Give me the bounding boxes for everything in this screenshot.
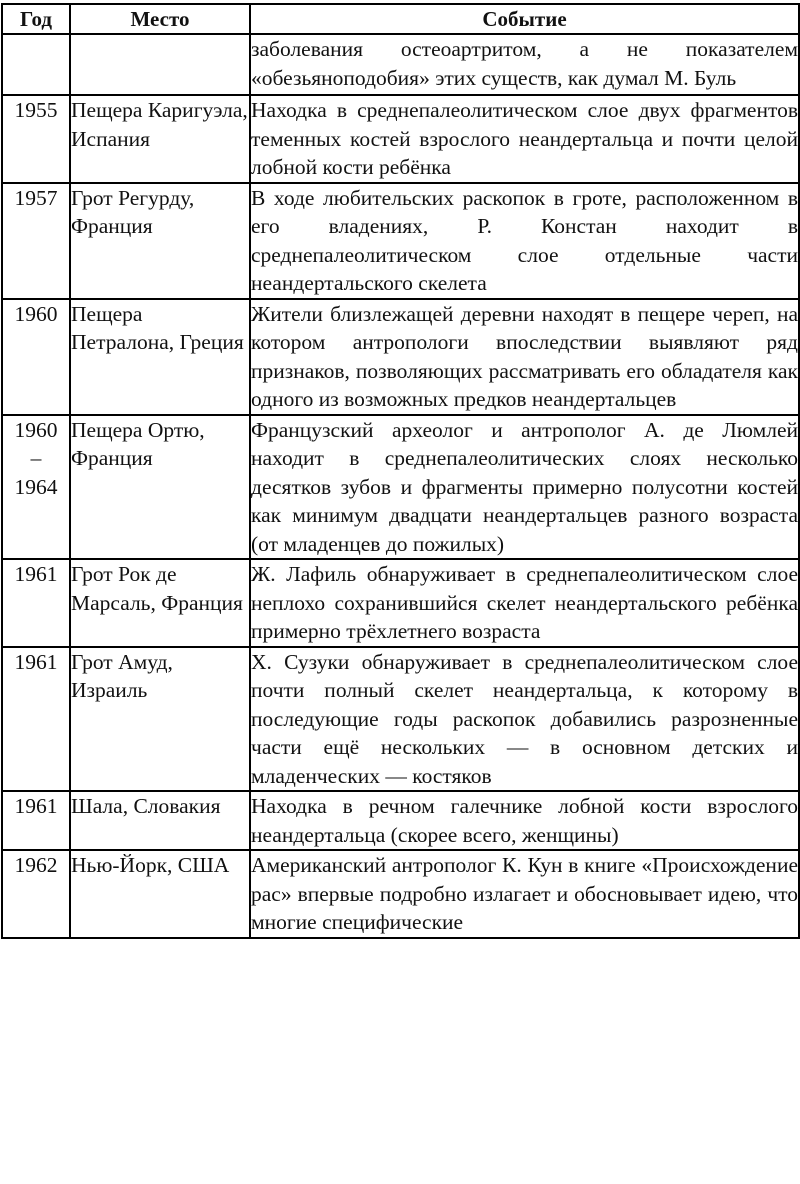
year-value: 1964 — [14, 474, 58, 499]
year-value: 1962 — [14, 853, 58, 877]
header-event: Событие — [250, 4, 799, 34]
table-row — [2, 34, 799, 95]
place-cell: Пещера Каригуэла, Испания — [70, 95, 250, 183]
year-cell — [2, 34, 70, 95]
place-cell — [70, 34, 250, 95]
event-cell: Ж. Лафиль обнаруживает в среднепалеолитическом слое неплохо сохранившийся скелет неандертальского ребёнка примерно трёхлетнего возраста — [250, 559, 799, 647]
table-row — [2, 850, 799, 938]
place-cell: Шала, Словакия — [70, 791, 250, 850]
event-cell: заболевания остеоартритом, а не показателем «обезьяноподобия» этих существ, как думал М. Буль — [250, 34, 799, 95]
table-row — [2, 299, 799, 415]
header-year: Год — [2, 4, 70, 34]
year-cell — [2, 95, 70, 183]
year-value: – — [30, 446, 42, 470]
chronology-table — [1, 3, 800, 939]
year-value: 1960 — [14, 417, 58, 442]
event-cell: Французский археолог и антрополог А. де Люмлей находит в среднепалеолитических слоях несколько десятков зубов и фрагменты примерно полусотни костей как минимум двадцати неандертальцев разного возраста (от младенцев до пожилых) — [250, 415, 799, 560]
year-cell — [2, 183, 70, 299]
year-cell — [2, 299, 70, 415]
event-cell: Американский антрополог К. Кун в книге «Происхождение рас» впервые подробно излагает и обосновывает идею, что многие специфические — [250, 850, 799, 938]
table-row — [2, 647, 799, 792]
place-cell: Грот Амуд, Израиль — [70, 647, 250, 792]
place-cell: Пещера Петралона, Греция — [70, 299, 250, 415]
event-cell: Х. Сузуки обнаруживает в среднепалеолитическом слое почти полный скелет неандертальца, к которому в последующие годы раскопок добавились разрозненные части ещё нескольких — в основном детских и младенческих — костяков — [250, 647, 799, 792]
event-cell: Жители близлежащей деревни находят в пещере череп, на котором антропологи впоследствии выявляют ряд признаков, позволяющих рассматривать его обладателя как одного из возможных предков неандертальцев — [250, 299, 799, 415]
place-cell: Грот Рок де Марсаль, Франция — [70, 559, 250, 647]
year-cell — [2, 850, 70, 938]
place-cell: Грот Регурду, Франция — [70, 183, 250, 299]
year-value: 1961 — [14, 562, 58, 586]
year-value: 1957 — [14, 185, 58, 210]
year-cell — [2, 791, 70, 850]
year-value: 1960 — [14, 301, 58, 326]
header-row — [2, 4, 799, 34]
table-row — [2, 791, 799, 850]
year-value: 1961 — [14, 649, 58, 674]
event-cell: Находка в речном галечнике лобной кости взрослого неандертальца (скорее всего, женщины) — [250, 791, 799, 850]
table-row — [2, 183, 799, 299]
table-row — [2, 415, 799, 560]
event-cell: Находка в среднепалеолитическом слое двух фрагментов теменных костей взрослого неандертальца и почти целой лобной кости ребёнка — [250, 95, 799, 183]
table-row — [2, 559, 799, 647]
place-cell: Пещера Ортю, Франция — [70, 415, 250, 560]
place-cell: Нью-Йорк, США — [70, 850, 250, 938]
year-cell — [2, 559, 70, 647]
header-place: Место — [70, 4, 250, 34]
event-cell: В ходе любительских раскопок в гроте, расположенном в его владениях, Р. Констан находит в среднепалеолитическом слое отдельные части неандертальского скелета — [250, 183, 799, 299]
year-cell — [2, 415, 70, 560]
table-row — [2, 95, 799, 183]
year-value: 1955 — [14, 98, 58, 122]
year-cell — [2, 647, 70, 792]
year-value: 1961 — [14, 794, 58, 818]
